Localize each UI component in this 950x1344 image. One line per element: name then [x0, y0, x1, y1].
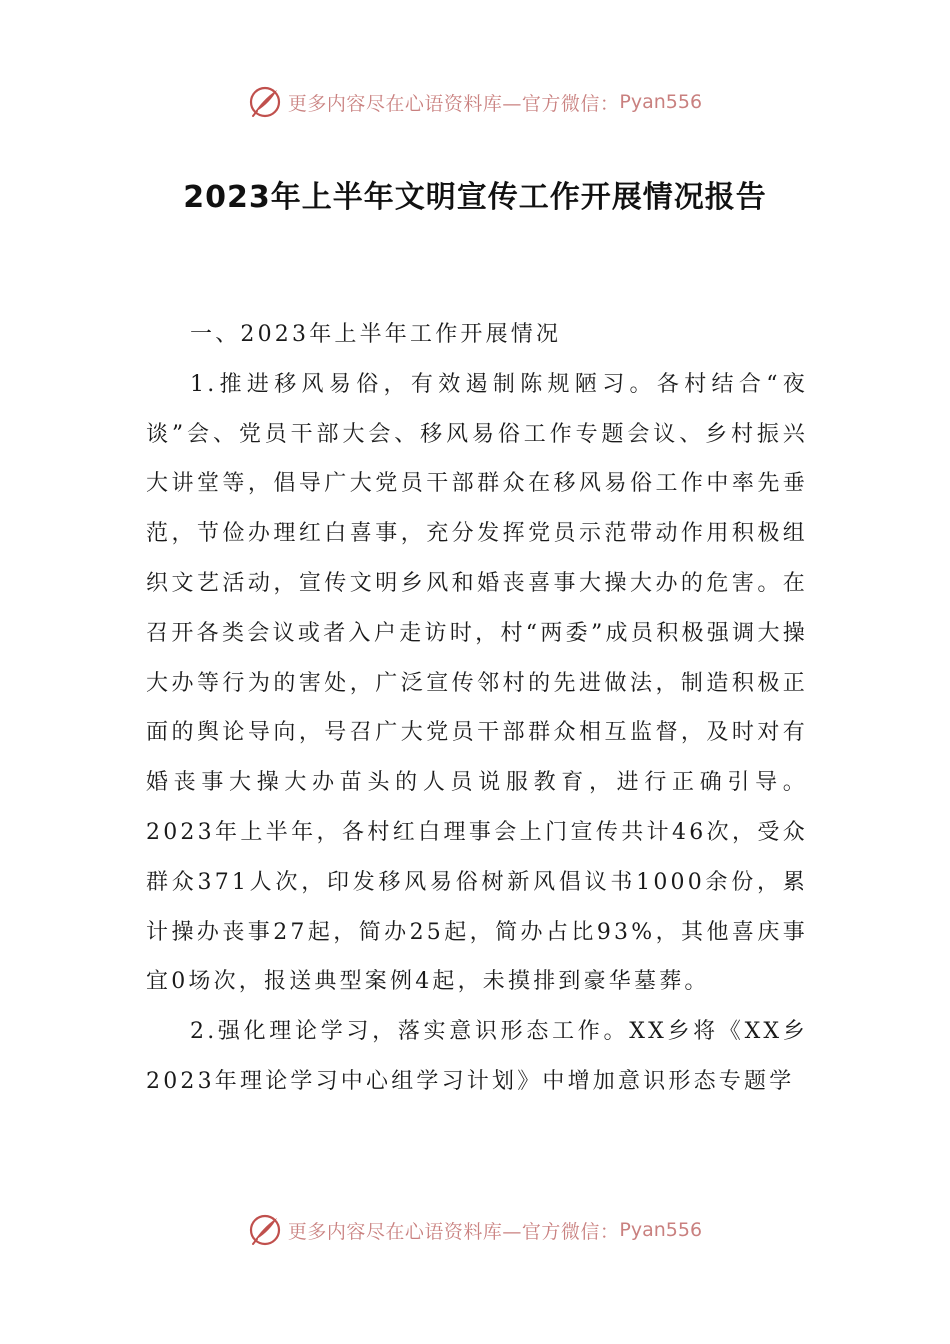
- watermark-wechat-id: Pyan556: [619, 91, 703, 113]
- watermark-top: [0, 82, 950, 122]
- quill-logo-icon: [248, 1213, 282, 1247]
- paragraph-1: 1.推进移风易俗，有效遏制陈规陋习。各村结合“夜谈”会、党员干部大会、移风易俗工作专题会议、乡村振兴大讲堂等，倡导广大党员干部群众在移风易俗工作中率先垂范，节俭办理红白喜事，充分发挥党员示范带动作用积极组织文艺活动，宣传文明乡风和婚丧喜事大操大办的危害。在召开各类会议或者入户走访时，村“两委”成员积极强调大操大办等行为的害处，广泛宣传邻村的先进做法，制造积极正面的舆论导向，号召广大党员干部群众相互监督，及时对有婚丧事大操大办苗头的人员说服教育，进行正确引导。2023年上半年，各村红白理事会上门宣传共计46次，受众群众371人次，印发移风易俗树新风倡议书1000余份，累计操办丧事27起，简办25起，简办占比93%，其他喜庆事宜0场次，报送典型案例4起，未摸排到豪华墓葬。: [146, 371, 808, 995]
- document-body: [146, 310, 808, 1107]
- watermark-wechat-id: Pyan556: [619, 1219, 703, 1241]
- section-heading: 一、2023年上半年工作开展情况: [190, 322, 562, 347]
- watermark-text: 更多内容尽在心语资料库—官方微信：: [287, 92, 620, 115]
- watermark-text: 更多内容尽在心语资料库—官方微信：: [287, 1220, 620, 1243]
- document-title: 2023年上半年文明宣传工作开展情况报告: [183, 180, 767, 215]
- quill-logo-icon: [248, 85, 282, 119]
- watermark-bottom: [0, 1210, 950, 1250]
- paragraph-2: 2.强化理论学习，落实意识形态工作。XX乡将《XX乡2023年理论学习中心组学习计划》中增加意识形态专题学: [146, 1019, 808, 1094]
